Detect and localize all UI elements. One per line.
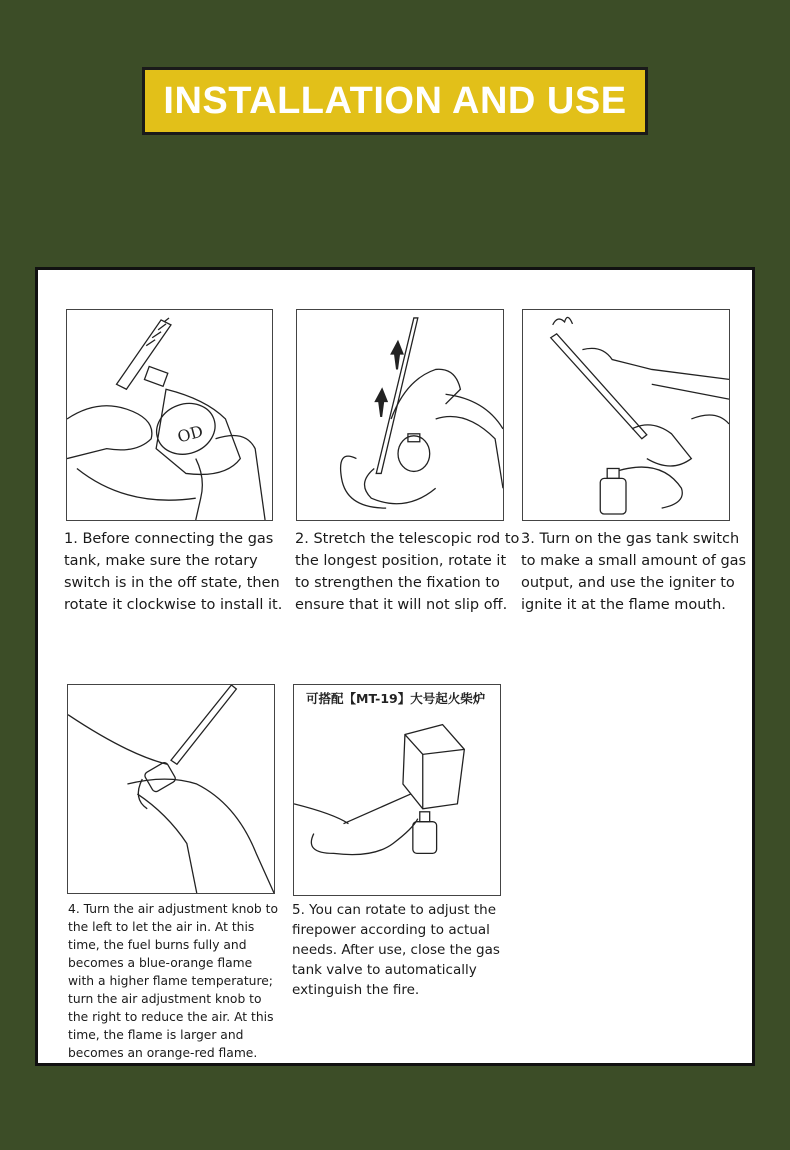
air-knob-illustration bbox=[68, 685, 274, 893]
telescopic-rod-illustration bbox=[297, 310, 503, 520]
igniter-illustration bbox=[523, 310, 729, 520]
step-3-text: 3. Turn on the gas tank switch to make a small amount of gas output, and use the igniter to ignite it at the flame mouth. bbox=[521, 531, 747, 613]
stove-illustration bbox=[294, 685, 500, 895]
step-2-illustration bbox=[296, 309, 504, 521]
step-3-illustration bbox=[522, 309, 730, 521]
instructions-card bbox=[35, 267, 755, 1066]
step-4-text: 4. Turn the air adjustment knob to the left to let the air in. At this time, the fuel burns fully and becomes a blue-orange flame with a higher flame temperature; turn the air adjustment knob to the right to reduce the air. At this time, the flame is larger and becomes an orange-red flame. bbox=[68, 902, 278, 1060]
title-banner bbox=[142, 67, 648, 135]
stove-caption: 可搭配【MT-19】大号起火柴炉 bbox=[306, 691, 486, 706]
page-title: INSTALLATION AND USE bbox=[163, 79, 627, 122]
hands-tank-illustration bbox=[67, 310, 272, 520]
step-1-text: 1. Before connecting the gas tank, make sure the rotary switch is in the off state, then rotate it clockwise to install it. bbox=[64, 531, 283, 613]
step-5-illustration bbox=[293, 684, 501, 896]
step-2-text: 2. Stretch the telescopic rod to the longest position, rotate it to strengthen the fixation to ensure that it will not slip off. bbox=[295, 531, 520, 613]
step-5-text: 5. You can rotate to adjust the firepower according to actual needs. After use, close the gas tank valve to automatically extinguish the fire. bbox=[292, 902, 500, 998]
step-1-illustration bbox=[66, 309, 273, 521]
step-4-illustration bbox=[67, 684, 275, 894]
tank-label: OD bbox=[175, 421, 206, 447]
